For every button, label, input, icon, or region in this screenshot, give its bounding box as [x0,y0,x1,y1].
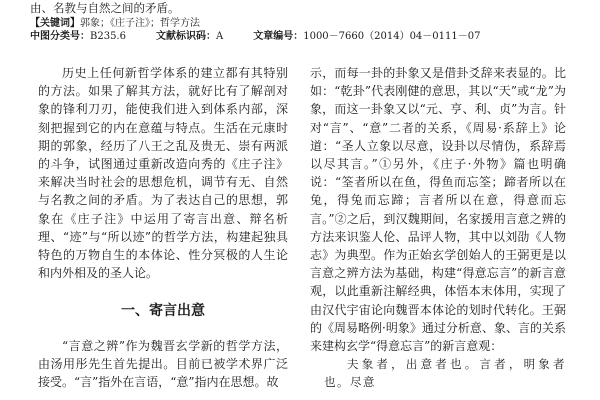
doc-code-value: A [215,31,224,42]
doc-code-label: 文献标识码： [155,31,216,42]
classification-label: 中图分类号： [30,31,90,42]
section-heading: 一、寄言出意 [121,303,205,320]
left-column [38,64,288,400]
section-paragraph: “言意之辨”作为魏晋玄学新的哲学方法，由汤用彤先生首先提出。目前已被学术界广泛接受。“言”指外在言语，“意”指内在思想。故 [38,338,288,390]
article-id-value: 1000－7660（2014）04－0111－07 [303,31,481,42]
continued-paragraph: 示，而每一卦的卦象又是借卦爻辞来表显的。比如：“乾卦”代表刚健的意思，其以“天”或“龙”为象，而这一卦象又以“元、亨、利、贞”为言。针对“言”、“意”二者的关系，《周易·系辞上》论道：“圣人立象以尽意，设卦以尽情伪，系辞焉以尽其言。”①另外，《庄子·外物》篇也明确说：“筌者所以在鱼，得鱼而忘筌；蹄者所以在兔，得兔而忘蹄；言者所以在意，得意而忘言。”②之后，到汉魏期间，名家援用言意之辨的方法来识鉴人伦、品评人物，其中以刘劭《人物志》为典型。作为正始玄学创始人的王弼更是以言意之辨方法为基础，构建“得意忘言”的新言意观，以此重新注解经典，体悟本末体用，实现了由汉代宇宙论向魏晋本体论的划时代转化。王弼的《周易略例·明象》通过分析意、象、言的关系来建构玄学“得意忘言”的新言意观： [310,66,566,354]
preceding-abstract-fragment: 由、名教与自然之间的矛盾。 [30,1,180,15]
intro-paragraph: 历史上任何新哲学体系的建立都有其特别的方法。如果了解其方法，就好比有了解剖对象的锋利刀刃，能使我们进入到体系内部，深刻把握到它的内在意蕴与特点。生活在元康时期的郭象，经历了八王之乱及贵无、崇有两派的斗争，试图通过重新改造向秀的《庄子注》来解决当时社会的思想危机，调节有无、自然与名教之间的矛盾。为了表达自己的思想，郭象在《庄子注》中运用了寄言出意、辩名析理、“迹”与“所以迹”的哲学方法，构建起独具特色的万物自生的本体论、性分冥极的人生论和内外相及的圣人论。 [38,66,288,281]
right-column [310,64,566,400]
keywords-label: 【关键词】 [30,18,80,29]
article-metadata [30,17,480,43]
keywords-value: 郭象；《庄子注》；哲学方法 [80,18,200,29]
article-id-label: 文章编号： [253,31,304,42]
catalog-row [30,30,480,43]
keywords-row [30,17,480,30]
classification-value: B235.6 [90,31,126,42]
block-quote: 夫象者，出意者也。言者，明象者也。尽意 [324,357,566,390]
